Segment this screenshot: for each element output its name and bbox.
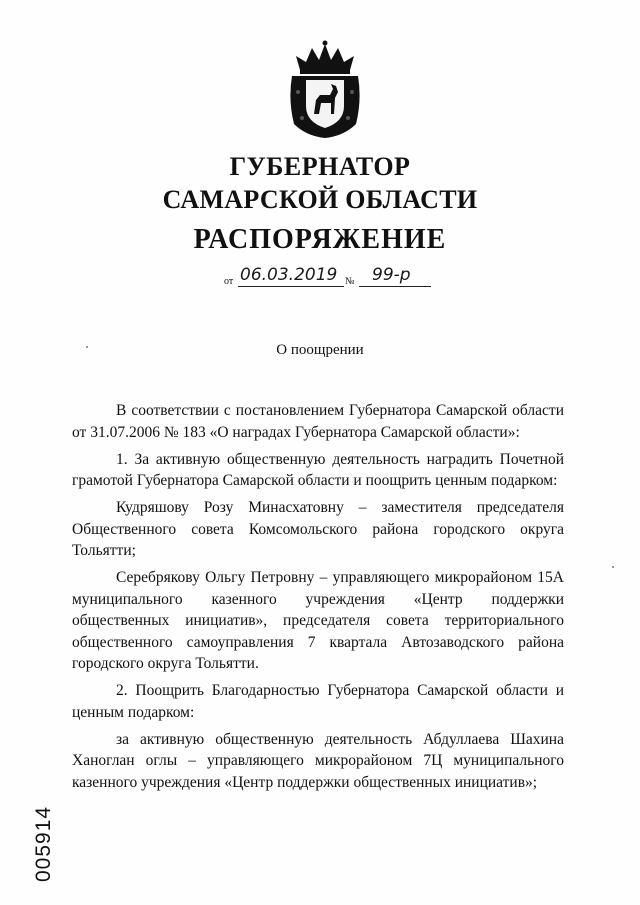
document-type: РАСПОРЯЖЕНИЕ — [193, 224, 447, 255]
scan-speck — [86, 346, 88, 348]
scan-speck — [612, 566, 614, 568]
paragraph-awardee-1: Кудряшову Розу Минасхатовну – заместителя председателя Общественного совета Комсомольского района городского округа Тольятти; — [72, 499, 564, 559]
document-body — [72, 400, 564, 799]
paragraph-awardee-3: за активную общественную деятельность Абдуллаева Шахина Ханоглан оглы – управляющего микрорайоном 7Ц муниципального казенного учреждения «Центр поддержки общественных инициатив»; — [72, 730, 564, 791]
handwritten-number: 99-р — [372, 265, 411, 285]
paragraph-item-1: 1. За активную общественную деятельность наградить Почетной грамотой Губернатора Самарской области и поощрить ценным подарком: — [72, 450, 564, 489]
region-title: САМАРСКОЙ ОБЛАСТИ — [162, 185, 478, 214]
number-underline — [359, 286, 431, 287]
paragraph-preamble: В соответствии с постановлением Губернатора Самарской области от 31.07.2006 № 183 «О наградах Губернатора Самарской области»: — [72, 402, 564, 441]
document-subject: О поощрении — [276, 342, 364, 358]
date-number-line — [224, 266, 444, 292]
samara-coat-of-arms-icon — [286, 40, 364, 140]
paragraph-awardee-2: Серебрякову Ольгу Петровну – управляющего микрорайоном 15А муниципального казенного учреждения «Центр поддержки общественных инициатив», председателя совета территориального общественного самоуправления 7 квартала Автозаводского района городского округа Тольятти. — [72, 569, 564, 672]
margin-serial-number: 005914 — [32, 805, 55, 882]
handwritten-date: 06.03.2019 — [240, 265, 338, 285]
date-prefix: от — [224, 276, 234, 287]
paragraph-item-2: 2. Поощрить Благодарностью Губернатора Самарской области и ценным подарком: — [72, 682, 564, 721]
number-prefix: № — [345, 276, 355, 287]
date-underline — [238, 286, 344, 287]
governor-title: ГУБЕРНАТОР — [229, 152, 411, 181]
